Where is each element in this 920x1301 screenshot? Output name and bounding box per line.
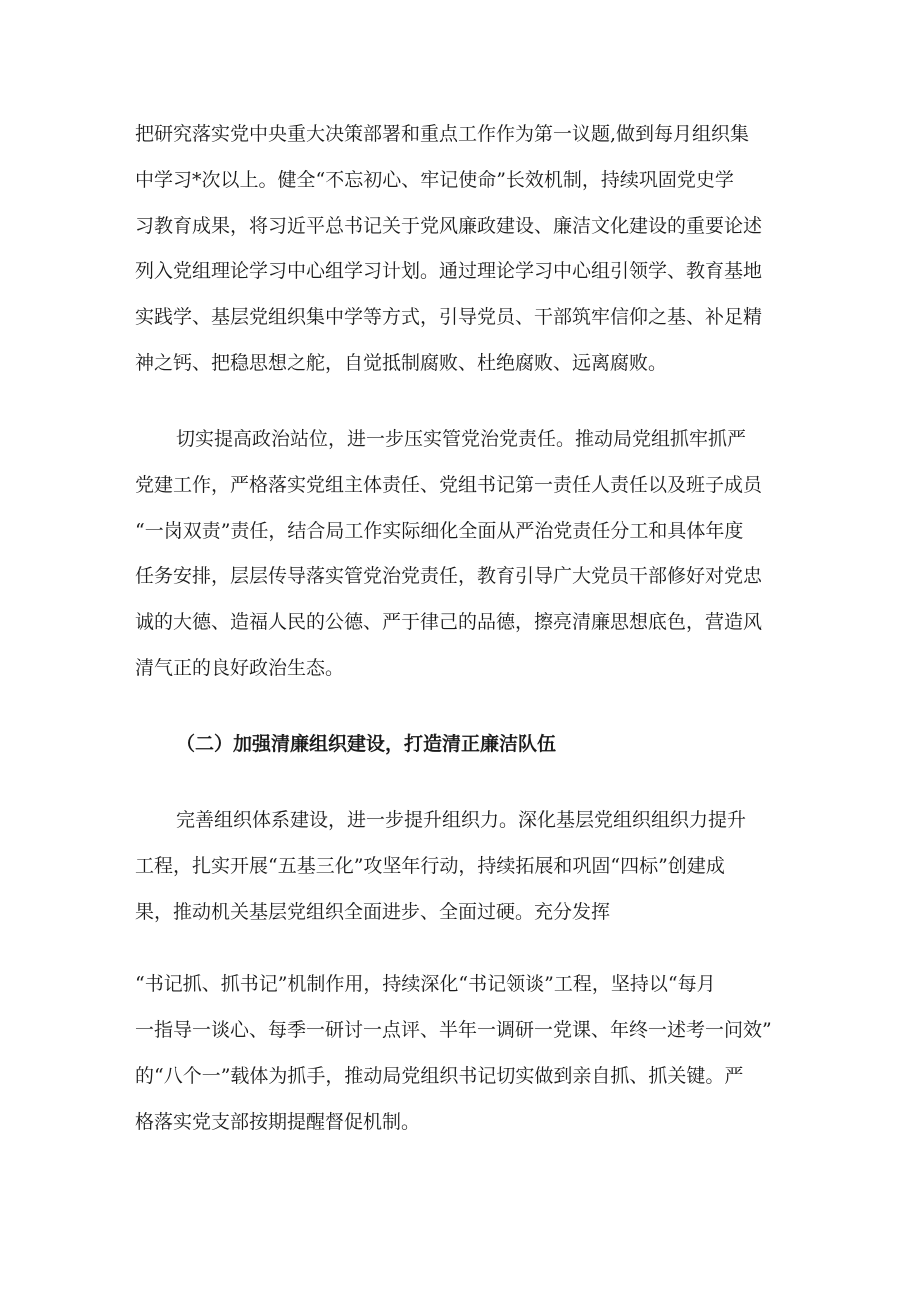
paragraph-text: 中学习*次以上。健全“不忘初心、牢记使命”长效机制，持续巩固党史学 <box>135 169 734 191</box>
paragraph-text: 习教育成果，将习近平总书记关于党风廉政建设、廉洁文化建设的重要论述 <box>135 215 763 237</box>
paragraph-text: 格落实党支部按期提醒督促机制。 <box>135 1111 421 1133</box>
paragraph-text: 切实提高政治站位，进一步压实管党治党责任。推动局党组抓牢抓严 <box>176 428 747 450</box>
paragraph-text: 工程，扎实开展“五基三化”攻坚年行动，持续拓展和巩固“四标”创建成 <box>135 855 725 877</box>
paragraph-text: 一指导一谈心、每季一研讨一点评、半年一调研一党课、年终一述考一问效” <box>135 1019 772 1041</box>
paragraph-text: 党建工作，严格落实党组主体责任、党组书记第一责任人责任以及班子成员 <box>135 474 763 496</box>
paragraph-text: 果，推动机关基层党组织全面进步、全面过硬。充分发挥 <box>135 901 611 923</box>
section-heading-text: （二）加强清廉组织建设，打造清正廉洁队伍 <box>176 733 557 755</box>
paragraph-text: 实践学、基层党组织集中学等方式，引导党员、干部筑牢信仰之基、补足精 <box>135 306 763 328</box>
paragraph-text: “书记抓、抓书记”机制作用，持续深化“书记领谈”工程，坚持以“每月 <box>135 973 716 995</box>
paragraph-text: 列入党组理论学习中心组学习计划。通过理论学习中心组引领学、教育基地 <box>135 260 763 282</box>
paragraph-text: 任务安排，层层传导落实管党治党责任，教育引导广大党员干部修好对党忠 <box>135 565 763 587</box>
paragraph-text: 神之钙、把稳思想之舵，自觉抵制腐败、杜绝腐败、远离腐败。 <box>135 352 668 374</box>
paragraph-text: 把研究落实党中央重大决策部署和重点工作作为第一议题,做到每月组织集 <box>135 123 750 145</box>
paragraph-text: 诚的大德、造福人民的公德、严于律己的品德，擦亮清廉思想底色，营造风 <box>135 611 763 633</box>
paragraph-text: 清气正的良好政治生态。 <box>135 657 345 679</box>
paragraph-text: 完善组织体系建设，进一步提升组织力。深化基层党组织组织力提升 <box>176 809 747 831</box>
paragraph-text: 的“八个一”载体为抓手，推动局党组织书记切实做到亲自抓、抓关键。严 <box>135 1065 744 1087</box>
paragraph-text: “一岗双责”责任，结合局工作实际细化全面从严治党责任分工和具体年度 <box>135 520 744 542</box>
